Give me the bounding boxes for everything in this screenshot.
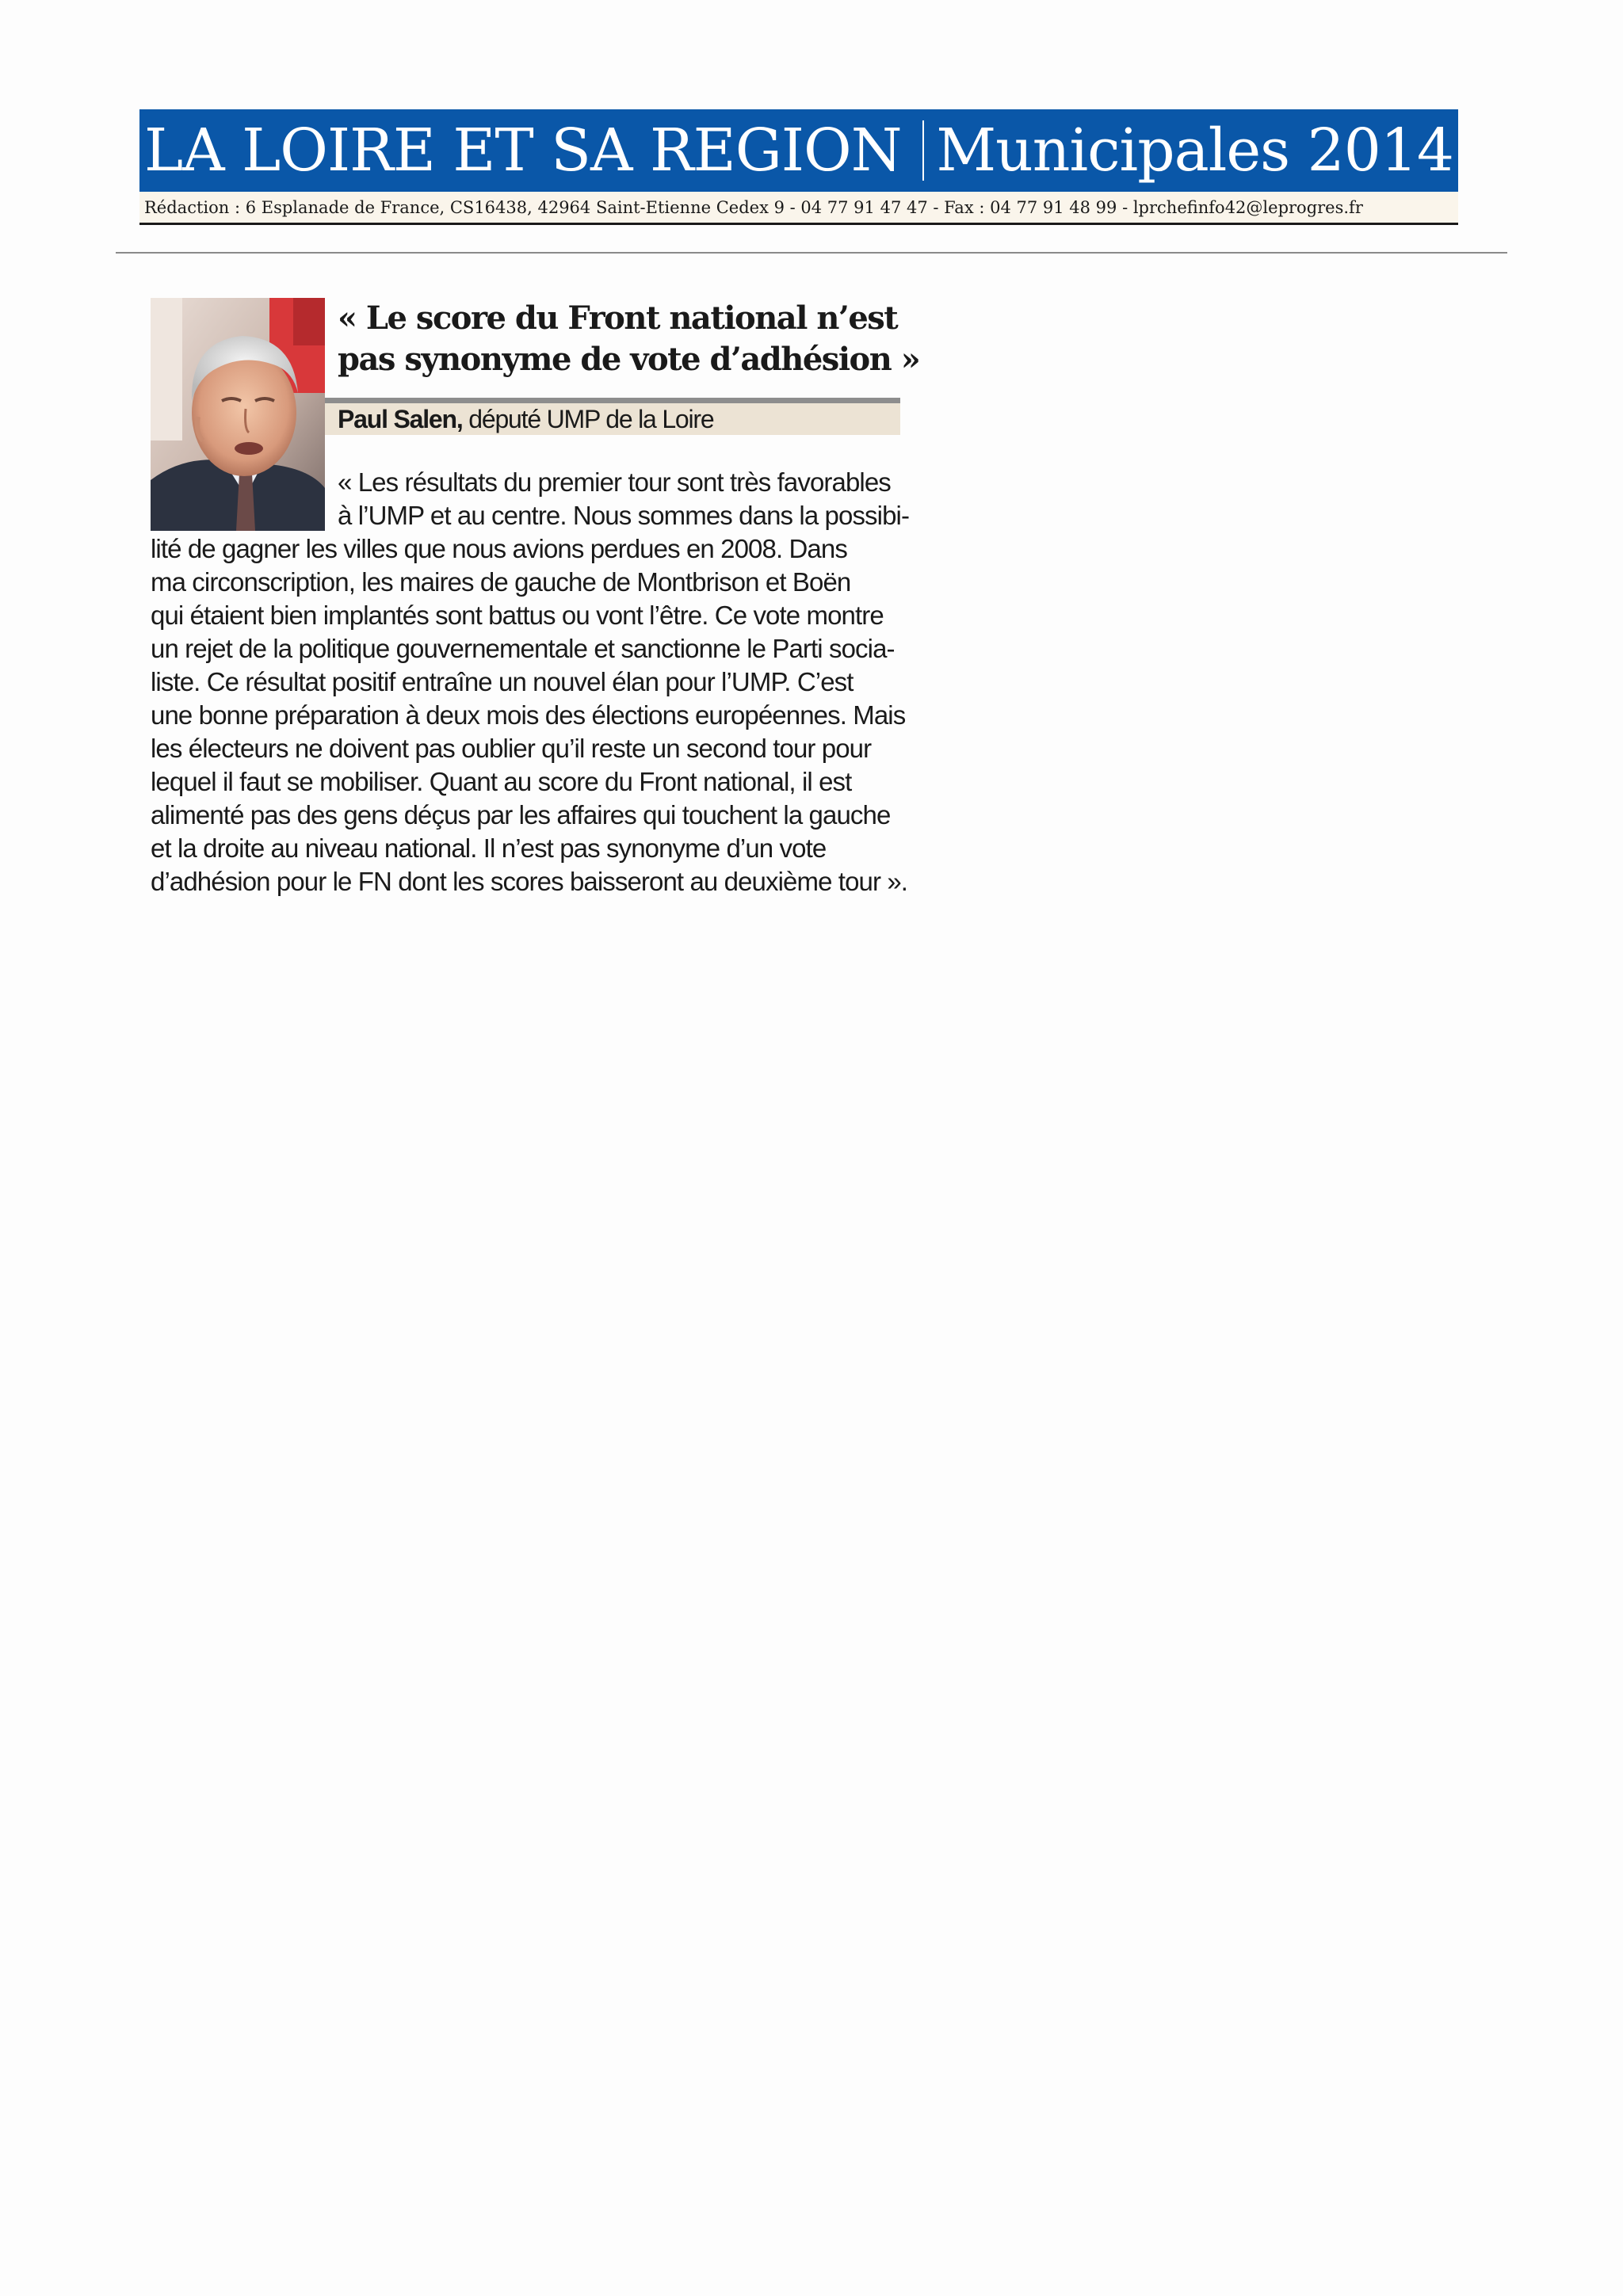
body-line: « Les résultats du premier tour sont très favorables — [338, 467, 891, 497]
body-line: une bonne préparation à deux mois des élections européennes. Mais — [151, 700, 906, 730]
contact-line: Rédaction : 6 Esplanade de France, CS16438, 42964 Saint-Etienne Cedex 9 - 04 77 91 47 47 - Fax : 04 77 91 48 99 - lprchefinfo42@leprogres.fr — [144, 198, 1363, 217]
body-line: à l’UMP et au centre. Nous sommes dans la possibi- — [338, 501, 910, 530]
article-headline — [338, 298, 920, 380]
article-body — [151, 466, 911, 898]
contact-bar — [139, 192, 1458, 225]
body-line: et la droite au niveau national. Il n’est pas synonyme d’un vote — [151, 833, 827, 863]
page-divider — [116, 252, 1507, 254]
body-line: lequel il faut se mobiliser. Quant au score du Front national, il est — [151, 767, 852, 796]
body-line: un rejet de la politique gouvernementale et sanctionne le Parti socia- — [151, 634, 895, 663]
banner-divider — [922, 120, 924, 181]
headline-line-2: pas synonyme de vote d’adhésion » — [338, 341, 920, 378]
event-title: Municipales 2014 — [936, 116, 1453, 185]
section-banner — [139, 109, 1458, 192]
byline-rule — [325, 398, 900, 403]
body-line: lité de gagner les villes que nous avions perdues en 2008. Dans — [151, 534, 847, 563]
byline — [338, 405, 713, 433]
section-title: LA LOIRE ET SA REGION — [144, 116, 902, 185]
body-line: liste. Ce résultat positif entraîne un nouvel élan pour l’UMP. C’est — [151, 667, 854, 696]
body-line: alimenté pas des gens déçus par les affaires qui touchent la gauche — [151, 800, 891, 830]
body-line: d’adhésion pour le FN dont les scores baisseront au deuxième tour ». — [151, 867, 908, 896]
byline-box — [325, 403, 900, 435]
body-line: les électeurs ne doivent pas oublier qu’il reste un second tour pour — [151, 734, 872, 763]
headline-line-1: « Le score du Front national n’est — [338, 299, 898, 337]
body-line: qui étaient bien implantés sont battus ou vont l’être. Ce vote montre — [151, 601, 884, 630]
byline-role: député UMP de la Loire — [468, 405, 714, 433]
body-line: ma circonscription, les maires de gauche de Montbrison et Boën — [151, 567, 851, 597]
byline-name: Paul Salen, — [338, 405, 463, 433]
